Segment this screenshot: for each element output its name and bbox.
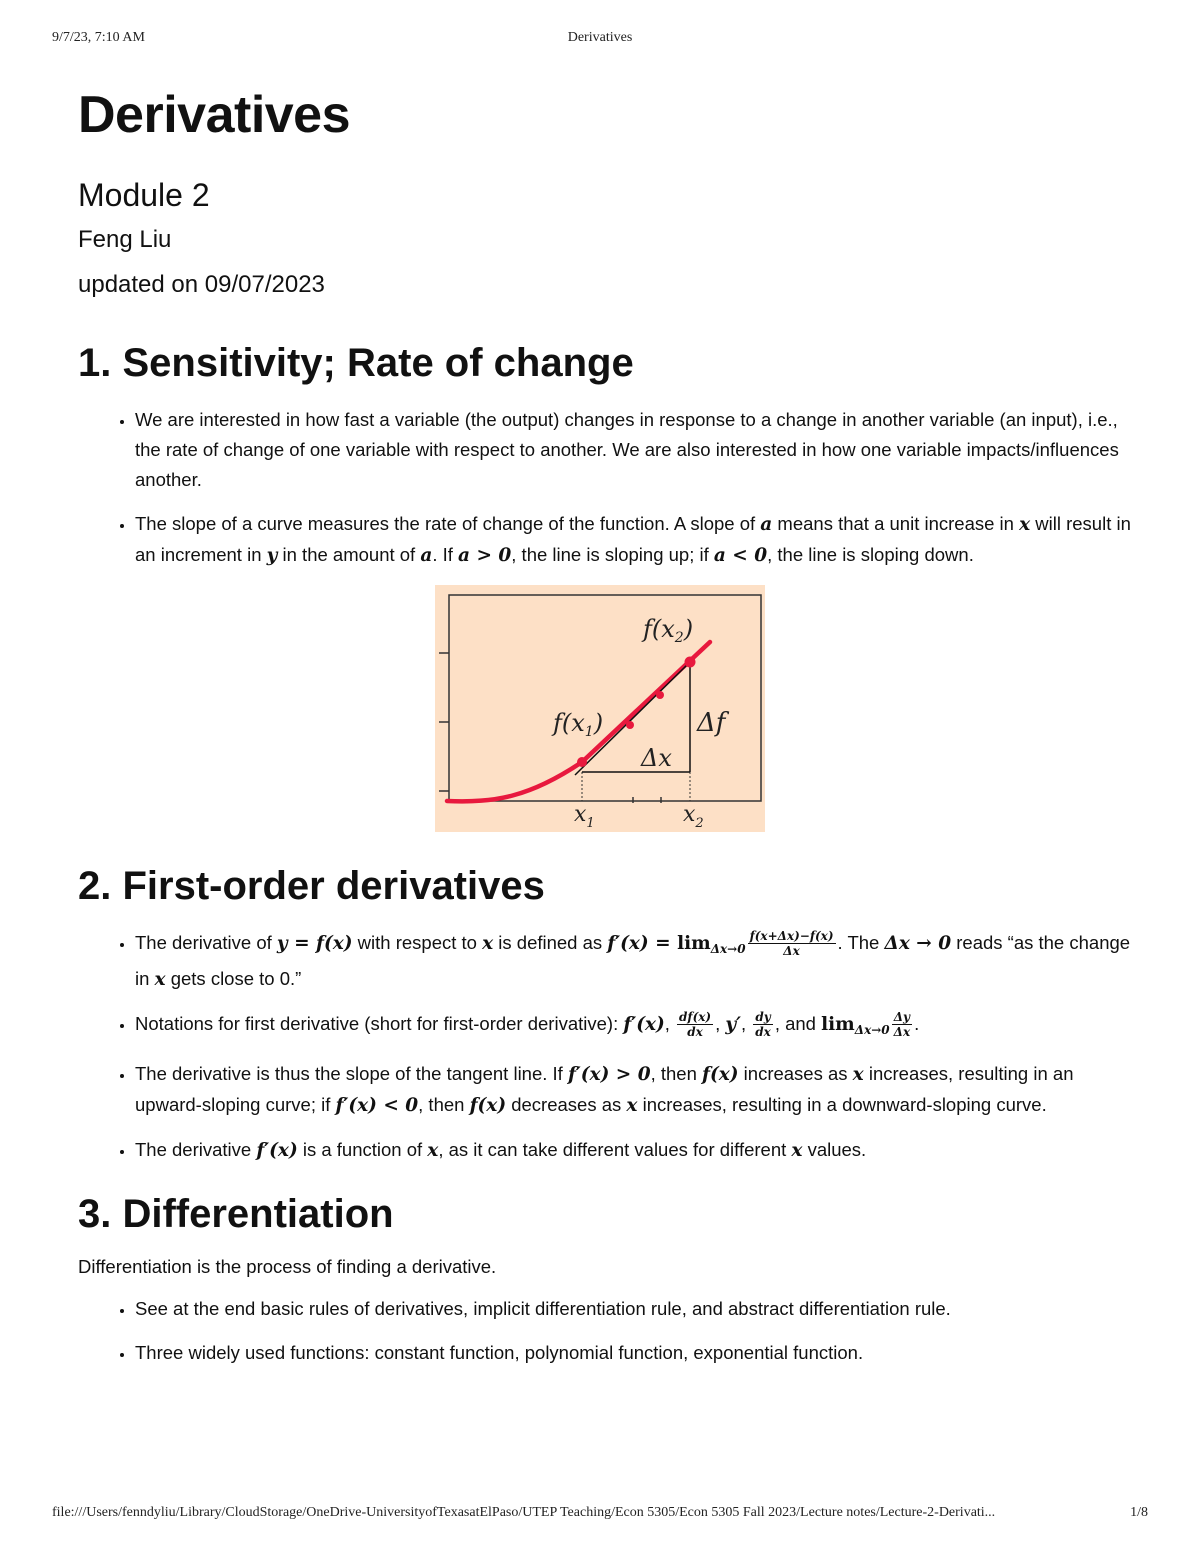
- math: x: [427, 1139, 439, 1161]
- text: . The: [837, 931, 885, 953]
- text: increases, resulting in an upward-sloping curve; if: [135, 1062, 1074, 1115]
- label-f-x2: $f(x_2)$: [643, 614, 694, 646]
- fraction-numerator: dy: [755, 1010, 771, 1025]
- math: x: [626, 1094, 638, 1116]
- list-item: [135, 1294, 1133, 1324]
- print-datetime: 9/7/23, 7:10 AM: [52, 30, 145, 45]
- fraction-numerator: f(x+Δx)−f(x): [749, 929, 834, 944]
- math-fraction: [748, 929, 836, 958]
- math: Δx → 0: [884, 932, 952, 954]
- updated-date: updated on 09/07/2023: [78, 271, 325, 299]
- bullet-text: Three widely used functions: constant function, polynomial function, exponential function.: [135, 1341, 864, 1363]
- text: The derivative is thus the slope of the tangent line. If: [135, 1062, 568, 1084]
- math: a: [420, 544, 433, 566]
- math-lim-sub: Δx→0: [710, 941, 746, 956]
- text: , then: [418, 1093, 470, 1115]
- label-f-x1: $f(x_1)$: [553, 708, 604, 740]
- text: reads “as the change in: [135, 931, 1131, 989]
- module-label: Module 2: [78, 176, 210, 213]
- text: with respect to: [352, 931, 483, 953]
- text: , then: [650, 1062, 703, 1084]
- text: decreases as: [506, 1093, 627, 1115]
- math: f′(x): [623, 1013, 665, 1035]
- math-lim: lim: [677, 932, 711, 954]
- list-item: [135, 1135, 1133, 1166]
- author-name: Feng Liu: [78, 226, 172, 254]
- fraction-numerator: Δy: [893, 1010, 911, 1025]
- text: in the amount of: [277, 543, 421, 565]
- math: f′(x) < 0: [335, 1094, 419, 1116]
- text: Notations for first derivative (short for first-order derivative):: [135, 1012, 624, 1034]
- label-delta-f: Δf: [697, 707, 726, 738]
- point-x1: [577, 757, 587, 767]
- document-title: Derivatives: [78, 86, 351, 144]
- list-item: [135, 1009, 1133, 1045]
- page-number: 1/8: [1130, 1505, 1148, 1520]
- math: a > 0: [458, 544, 512, 566]
- text: is defined as: [493, 931, 608, 953]
- math: x: [482, 932, 494, 954]
- section-3-heading: 3. Differentiation: [78, 1191, 394, 1236]
- text: is a function of: [297, 1138, 428, 1160]
- math: f′(x) > 0: [567, 1063, 651, 1085]
- text: ,: [741, 1012, 752, 1034]
- section-2-list: [78, 928, 1133, 1166]
- fraction-numerator: df(x): [679, 1010, 712, 1025]
- text: , as it can take different values for different: [438, 1138, 792, 1160]
- text: The slope of a curve measures the rate of change of the function. A slope of: [135, 512, 761, 534]
- label-delta-x: Δx: [641, 743, 672, 772]
- bullet-text: See at the end basic rules of derivatives, implicit differentiation rule, and abstract differentiation rule.: [135, 1297, 951, 1319]
- section-2-heading: 2. First-order derivatives: [78, 863, 545, 908]
- point-x2: [685, 656, 696, 667]
- list-item: [135, 1059, 1133, 1121]
- section-3-intro: Differentiation is the process of finding a derivative.: [78, 1255, 497, 1277]
- text: increases as: [738, 1062, 853, 1084]
- math-lim-sub: Δx→0: [854, 1022, 890, 1037]
- math: y = f(x): [276, 932, 353, 954]
- math-fraction: [892, 1010, 912, 1039]
- text: , the line is sloping down.: [767, 543, 974, 565]
- text: increases, resulting in a downward-sloping curve.: [637, 1093, 1047, 1115]
- math: y′: [725, 1013, 741, 1035]
- text: , and: [774, 1012, 822, 1034]
- text: The derivative: [135, 1138, 257, 1160]
- text: .: [914, 1012, 920, 1034]
- text: The derivative of: [135, 931, 277, 953]
- fraction-denominator: dx: [755, 1025, 771, 1040]
- text: . If: [432, 543, 459, 565]
- math: x: [1019, 513, 1031, 535]
- list-item: [135, 509, 1133, 571]
- math-fraction: [677, 1010, 713, 1039]
- math: x: [852, 1063, 864, 1085]
- fraction-denominator: dx: [687, 1025, 703, 1040]
- section-1-heading: 1. Sensitivity; Rate of change: [78, 340, 634, 385]
- math: f(x): [702, 1063, 739, 1085]
- fraction-denominator: Δx: [783, 944, 800, 959]
- math: x: [154, 968, 166, 990]
- list-item: [135, 928, 1133, 995]
- text: ,: [715, 1012, 726, 1034]
- point-mid2: [656, 691, 664, 699]
- label-x2: $x_2$: [683, 801, 704, 831]
- math: y: [266, 544, 278, 566]
- point-mid1: [626, 721, 634, 729]
- figure-svg: [435, 585, 765, 832]
- text: gets close to 0.”: [165, 967, 302, 989]
- text: values.: [802, 1138, 867, 1160]
- text: will result in an increment in: [135, 512, 1131, 565]
- list-item: [135, 1338, 1133, 1368]
- math-lim: lim: [821, 1013, 855, 1035]
- math: a: [760, 513, 773, 535]
- document-body: [78, 78, 1133, 1382]
- math: f′(x) =: [607, 932, 678, 954]
- fraction-denominator: Δx: [893, 1025, 911, 1040]
- section-1-list: [78, 405, 1133, 571]
- text: means that a unit increase in: [772, 512, 1020, 534]
- math: x: [791, 1139, 803, 1161]
- section-3-list: [78, 1294, 1133, 1368]
- print-title: Derivatives: [567, 30, 633, 45]
- math-fraction: [753, 1010, 773, 1039]
- secant-slope-figure: [435, 585, 765, 832]
- math: a < 0: [713, 544, 768, 566]
- label-x1: $x_1$: [574, 801, 595, 831]
- file-path: file:///Users/fenndyliu/Library/CloudStorage/OneDrive-UniversityofTexasatElPaso/UTEP Teaching/Econ 5305/Econ 5305 Fall 2023/Lecture notes/Lecture-2-Derivati...: [52, 1505, 996, 1520]
- text: , the line is sloping up; if: [511, 543, 714, 565]
- math: f(x): [469, 1094, 507, 1116]
- math: f′(x): [256, 1139, 298, 1161]
- list-item: [135, 405, 1133, 495]
- bullet-text: We are interested in how fast a variable (the output) changes in response to a change in another variable (an input), i.e., the rate of change of one variable with respect to another. We are also interested in how one variable impacts/influences another.: [135, 408, 1119, 490]
- text: ,: [664, 1012, 676, 1034]
